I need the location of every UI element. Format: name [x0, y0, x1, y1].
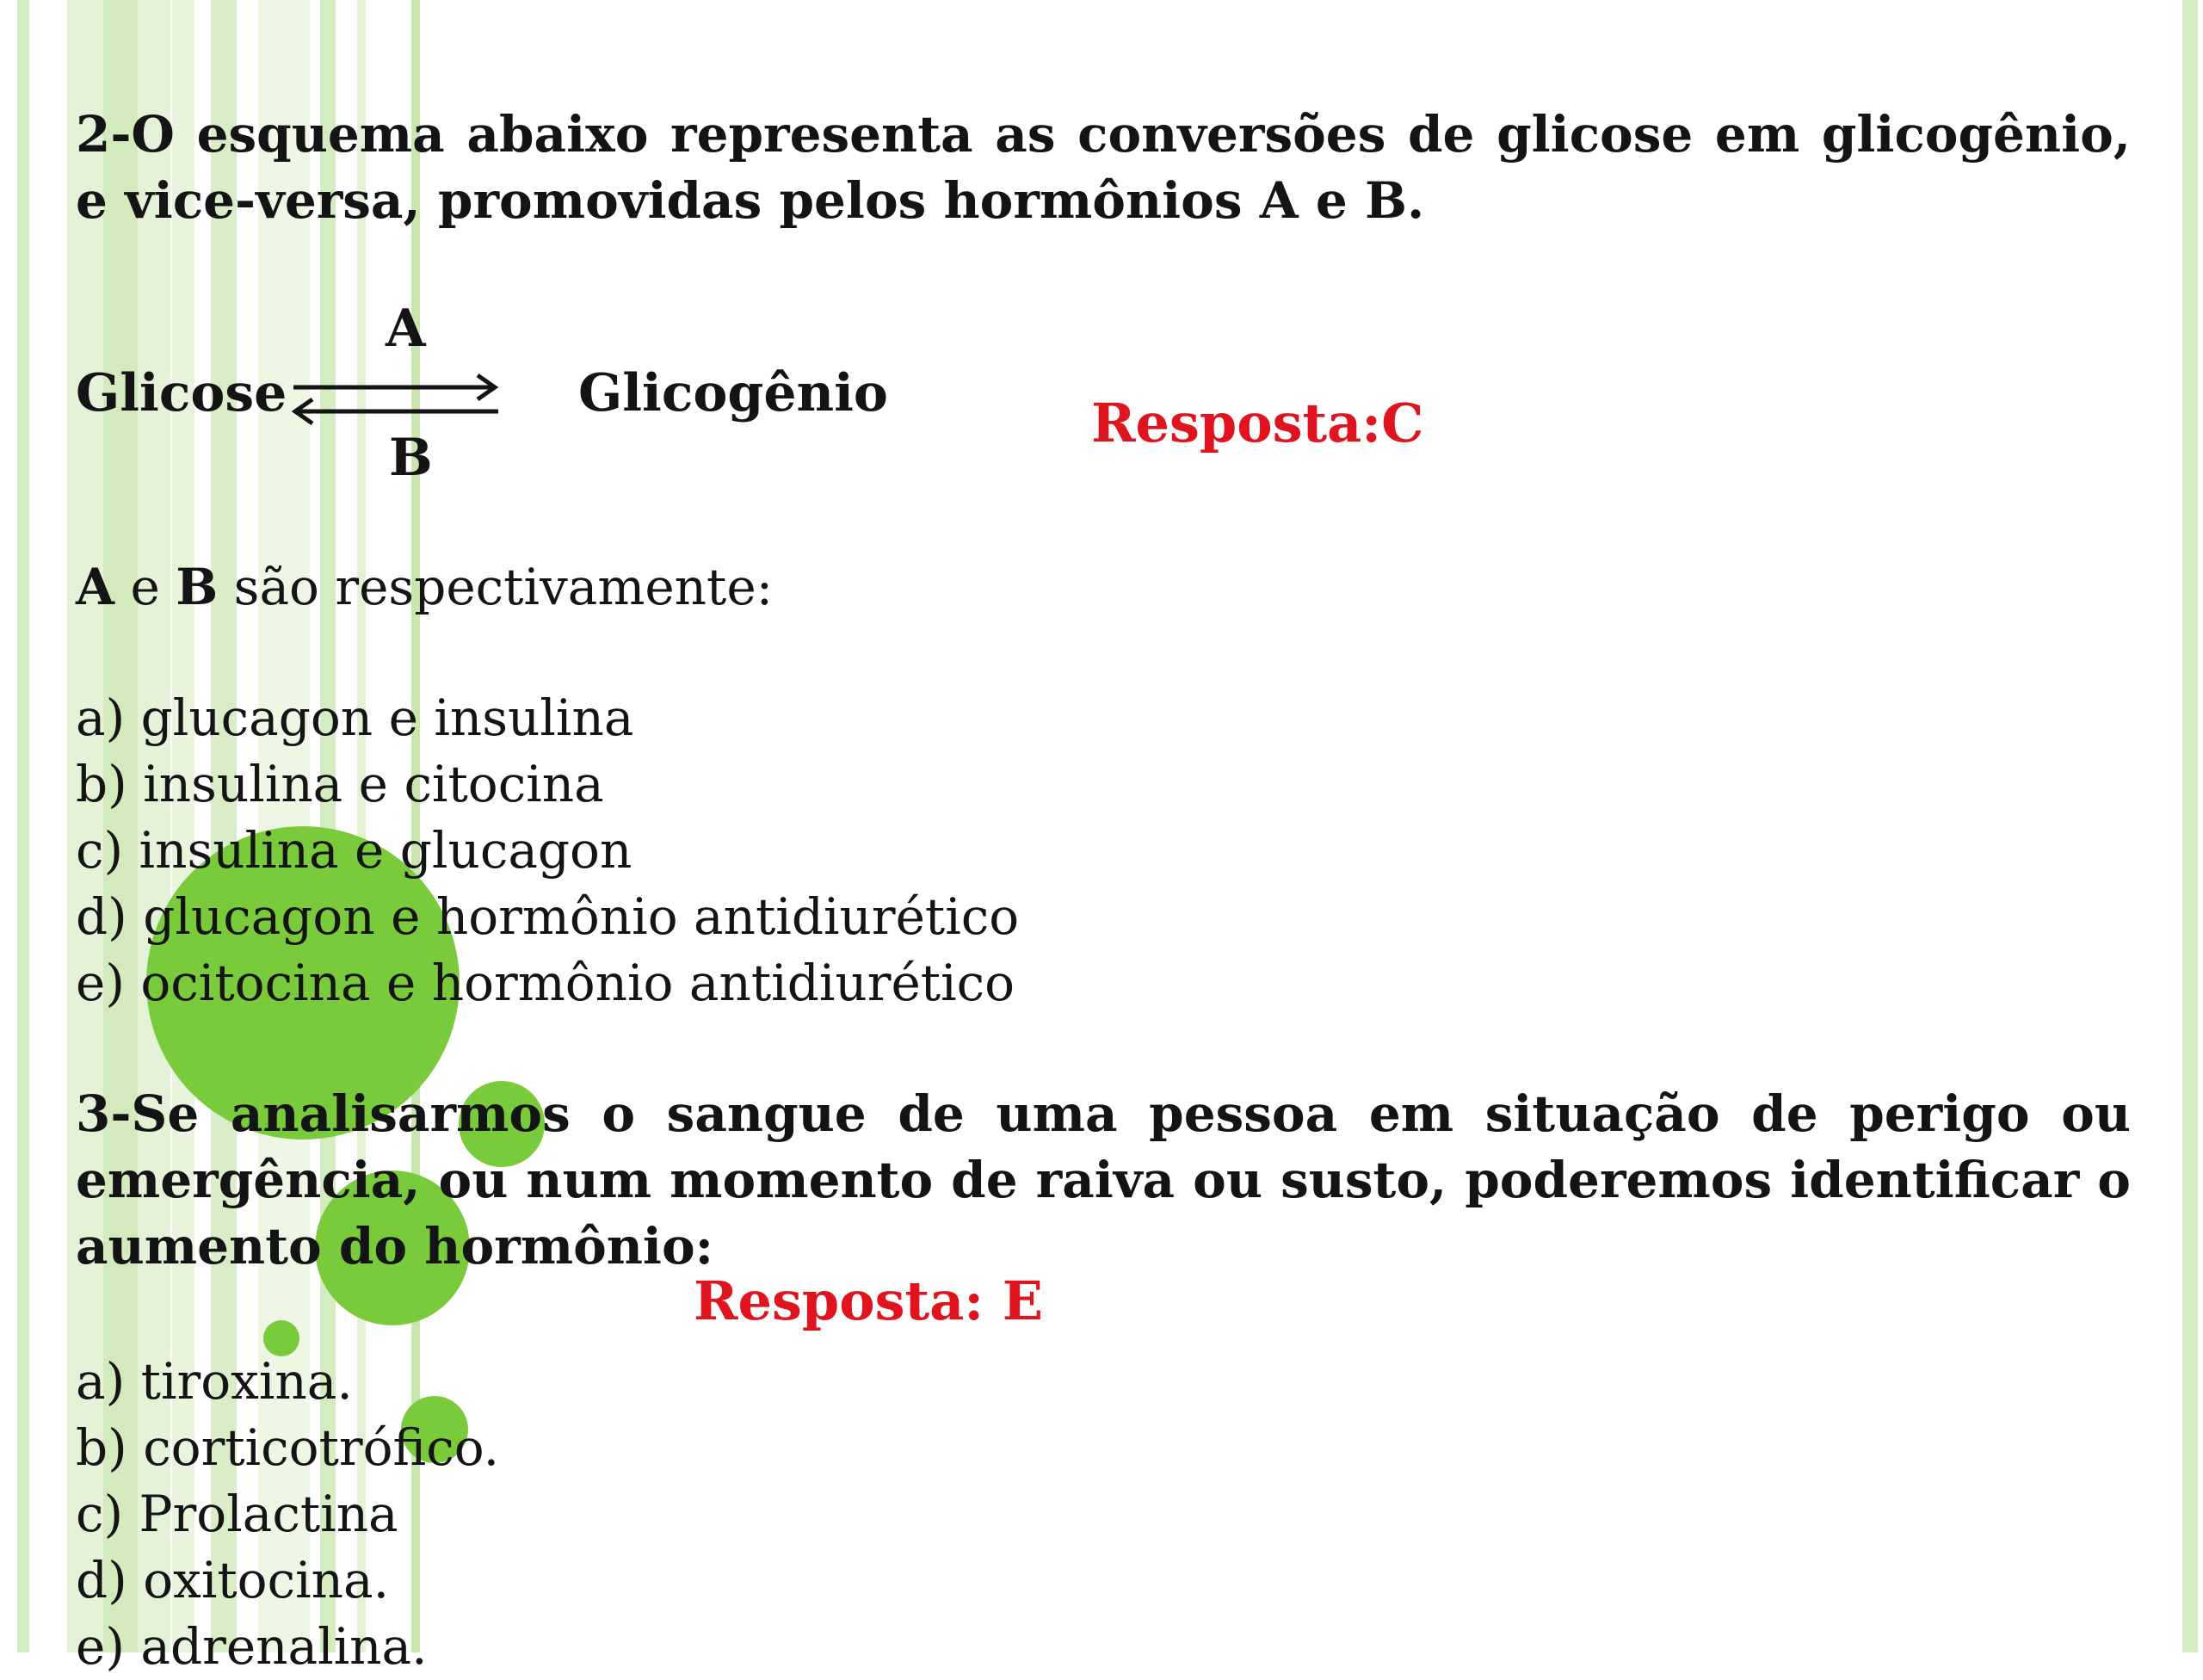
- option-item: a) tiroxina.: [76, 1352, 353, 1411]
- scheme-left-term: Glicose: [76, 363, 287, 423]
- option-item: e) adrenalina.: [76, 1617, 428, 1676]
- scheme-label-a: A: [386, 299, 426, 359]
- slide-content: [76, 102, 2131, 1680]
- question-2: [76, 102, 2131, 1016]
- question-3-options: [76, 1349, 2131, 1680]
- option-item: b) insulina e citocina: [76, 755, 604, 813]
- option-item: d) glucagon e hormônio antidiurético: [76, 887, 1020, 946]
- question-2-options: [76, 685, 2131, 1016]
- answer-question-2: Resposta:C: [1091, 392, 1424, 454]
- prompt-a: A: [76, 558, 115, 616]
- question-2-title: 2-O esquema abaixo representa as conversões de glicose em glicogênio, e vice-versa, promovidas pelos hormônios A e B.: [76, 105, 2131, 230]
- option-item: a) glucagon e insulina: [76, 689, 634, 747]
- option-item: d) oxitocina.: [76, 1551, 390, 1609]
- reversible-arrows-icon: [287, 365, 510, 434]
- answer-question-3: Resposta: E: [694, 1269, 1044, 1332]
- stripe: [2182, 0, 2198, 1652]
- option-item: b) corticotrófico.: [76, 1418, 500, 1477]
- scheme-right-term: Glicogênio: [578, 363, 888, 423]
- option-item: c) Prolactina: [76, 1485, 398, 1543]
- stripe: [17, 0, 29, 1652]
- prompt-rest: são respectivamente:: [218, 558, 774, 616]
- question-3: [76, 1081, 2131, 1680]
- prompt-b: B: [176, 558, 219, 616]
- question-3-title: 3-Se analisarmos o sangue de uma pessoa em situação de perigo ou emergência, ou num momento de raiva ou susto, poderemos identificar o aumento do hormônio:: [76, 1084, 2131, 1275]
- prompt-e: e: [114, 558, 176, 616]
- option-item: e) ocitocina e hormônio antidiurético: [76, 954, 1015, 1012]
- question-2-prompt: [76, 554, 2131, 621]
- scheme-label-b: B: [389, 428, 433, 488]
- option-item: c) insulina e glucagon: [76, 821, 633, 880]
